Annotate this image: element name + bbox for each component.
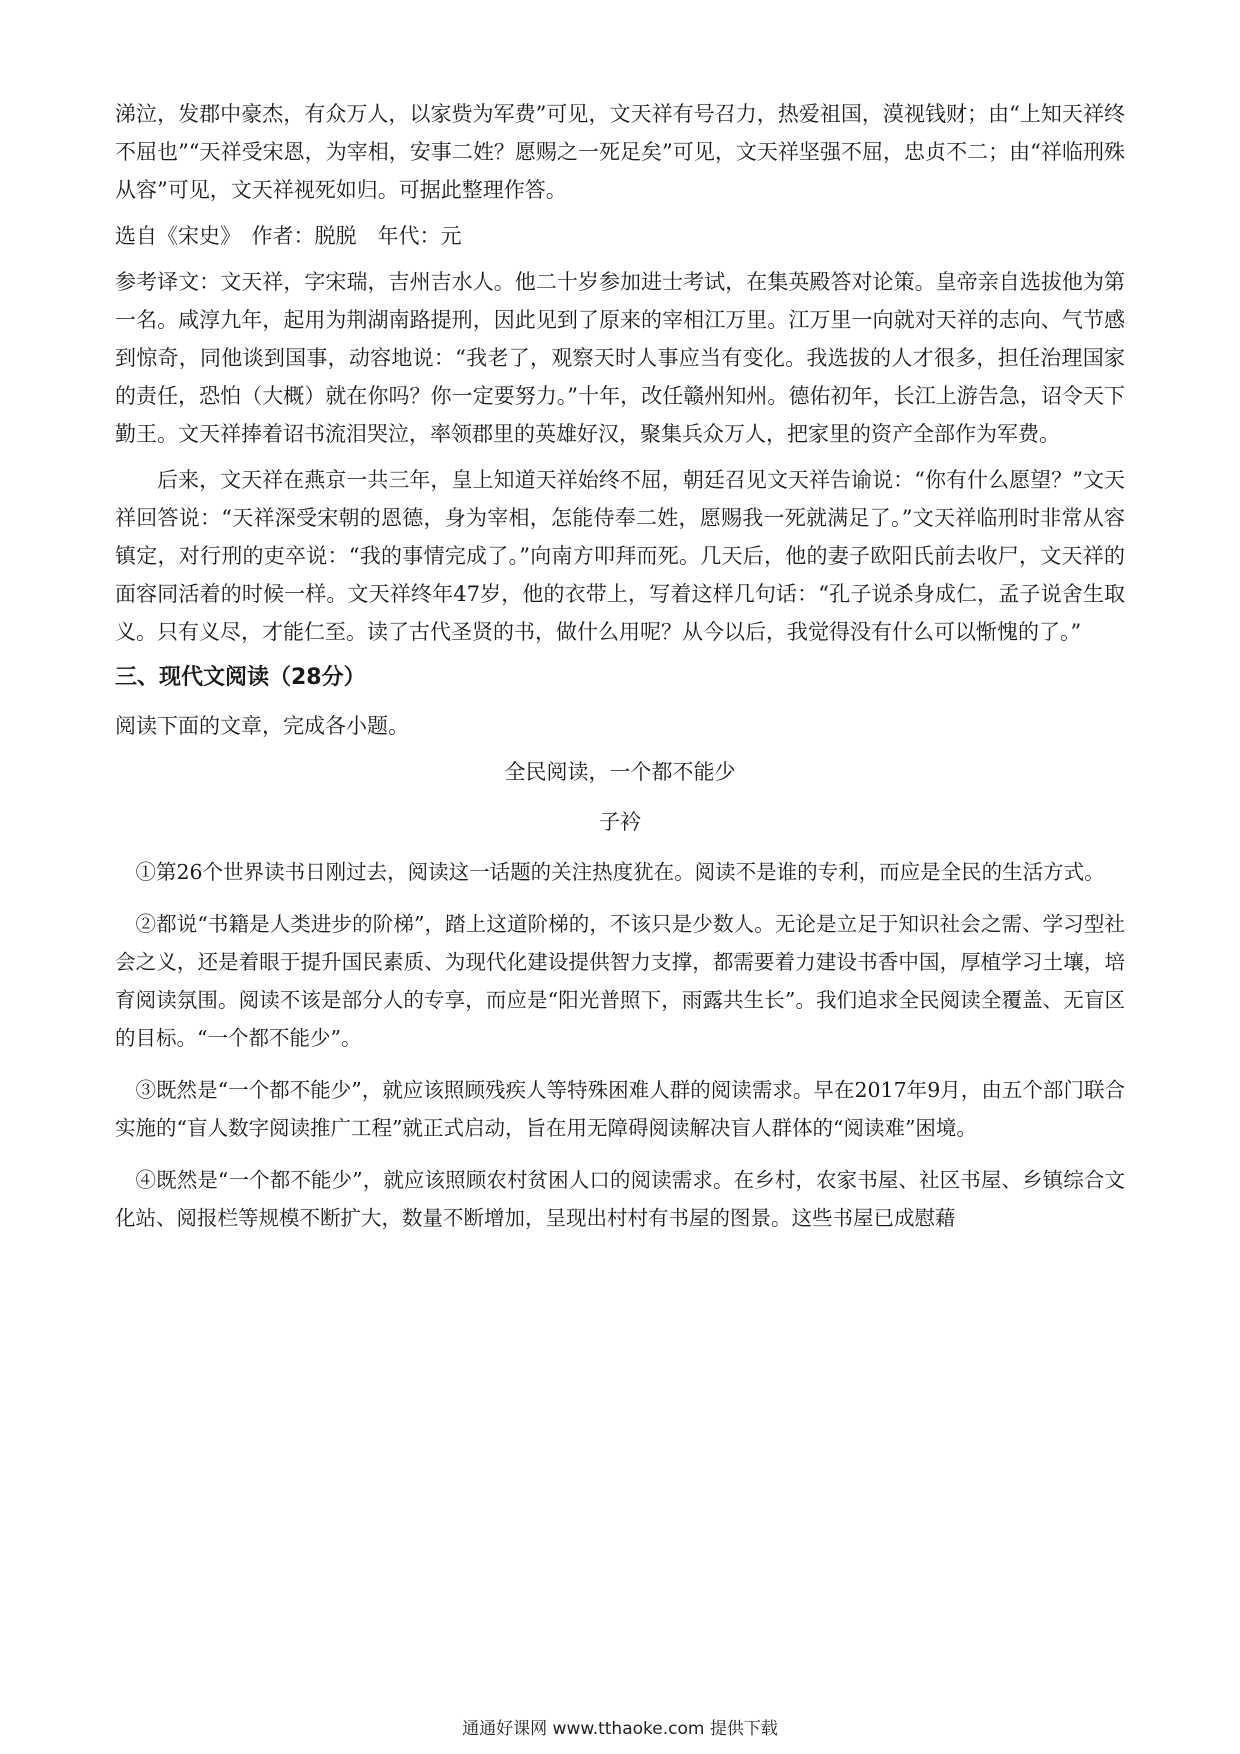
- article-paragraph-4: ④既然是“一个都不能少”，就应该照顾农村贫困人口的阅读需求。在乡村，农家书屋、社区书屋、乡镇综合文化站、阅报栏等规模不断扩大，数量不断增加，呈现出村村有书屋的图景。这些书屋已成慰藉: [115, 1168, 1125, 1230]
- article-paragraph-1: ①第26个世界读书日刚过去，阅读这一话题的关注热度犹在。阅读不是谁的专利，而应是全民的生活方式。: [135, 860, 1105, 884]
- page-footer: 通通好课网 www.tthaoke.com 提供下载: [462, 1719, 778, 1739]
- instruction-text: 阅读下面的文章，完成各小题。: [115, 714, 409, 738]
- article-title: 全民阅读，一个都不能少: [504, 760, 736, 784]
- article-author: 子衿: [599, 810, 641, 834]
- analysis-continued: 涕泣，发郡中豪杰，有众万人，以家赀为军费”可见，文天祥有号召力，热爱祖国，漠视钱财；由“上知天祥终不屈也”“天祥受宋恩，为宰相，安事二姓？愿赐之一死足矣”可见，文天祥坚强不屈，忠贞不二；由“祥临刑殊从容”可见，文天祥视死如归。可据此整理作答。: [115, 102, 1125, 202]
- translation-paragraph-1: 参考译文：文天祥，字宋瑞，吉州吉水人。他二十岁参加进士考试，在集英殿答对论策。皇帝亲自选拔他为第一名。咸淳九年，起用为荆湖南路提刑，因此见到了原来的宰相江万里。江万里一向就对天祥的志向、气节感到惊奇，同他谈到国事，动容地说：“我老了，观察天时人事应当有变化。我选拔的人才很多，担任治理国家的责任，恐怕（大概）就在你吗？你一定要努力。”十年，改任赣州知州。德佑初年，长江上游告急，诏令天下勤王。文天祥捧着诏书流泪哭泣，率领郡里的英雄好汉，聚集兵众万人，把家里的资产全部作为军费。: [115, 270, 1125, 446]
- article-paragraph-3: ③既然是“一个都不能少”，就应该照顾残疾人等特殊困难人群的阅读需求。早在2017年9月，由五个部门联合实施的“盲人数字阅读推广工程”就正式启动，旨在用无障碍阅读解决盲人群体的“阅读难”困境。: [115, 1078, 1125, 1140]
- article-paragraph-2: ②都说“书籍是人类进步的阶梯”，踏上这道阶梯的，不该只是少数人。无论是立足于知识社会之需、学习型社会之义，还是着眼于提升国民素质、为现代化建设提供智力支撑，都需要着力建设书香中国，厚植学习土壤，培育阅读氛围。阅读不该是部分人的专享，而应是“阳光普照下，雨露共生长”。我们追求全民阅读全覆盖、无盲区的目标。“一个都不能少”。: [115, 912, 1125, 1050]
- page-content: [115, 95, 1125, 1251]
- section-heading: 三、现代文阅读（28分）: [115, 665, 366, 690]
- translation-paragraph-2: 后来，文天祥在燕京一共三年，皇上知道天祥始终不屈，朝廷召见文天祥告谕说：“你有什么愿望？”文天祥回答说：“天祥深受宋朝的恩德，身为宰相，怎能侍奉二姓，愿赐我一死就满足了。”文天祥临刑时非常从容镇定，对行刑的吏卒说：“我的事情完成了。”向南方叩拜而死。几天后，他的妻子欧阳氏前去收尸，文天祥的面容同活着的时候一样。文天祥终年47岁，他的衣带上，写着这样几句话：“孔子说杀身成仁，孟子说舍生取义。只有义尽，才能仁至。读了古代圣贤的书，做什么用呢？从今以后，我觉得没有什么可以惭愧的了。”: [115, 468, 1125, 644]
- source-line: 选自《宋史》 作者：脱脱 年代：元: [115, 224, 462, 248]
